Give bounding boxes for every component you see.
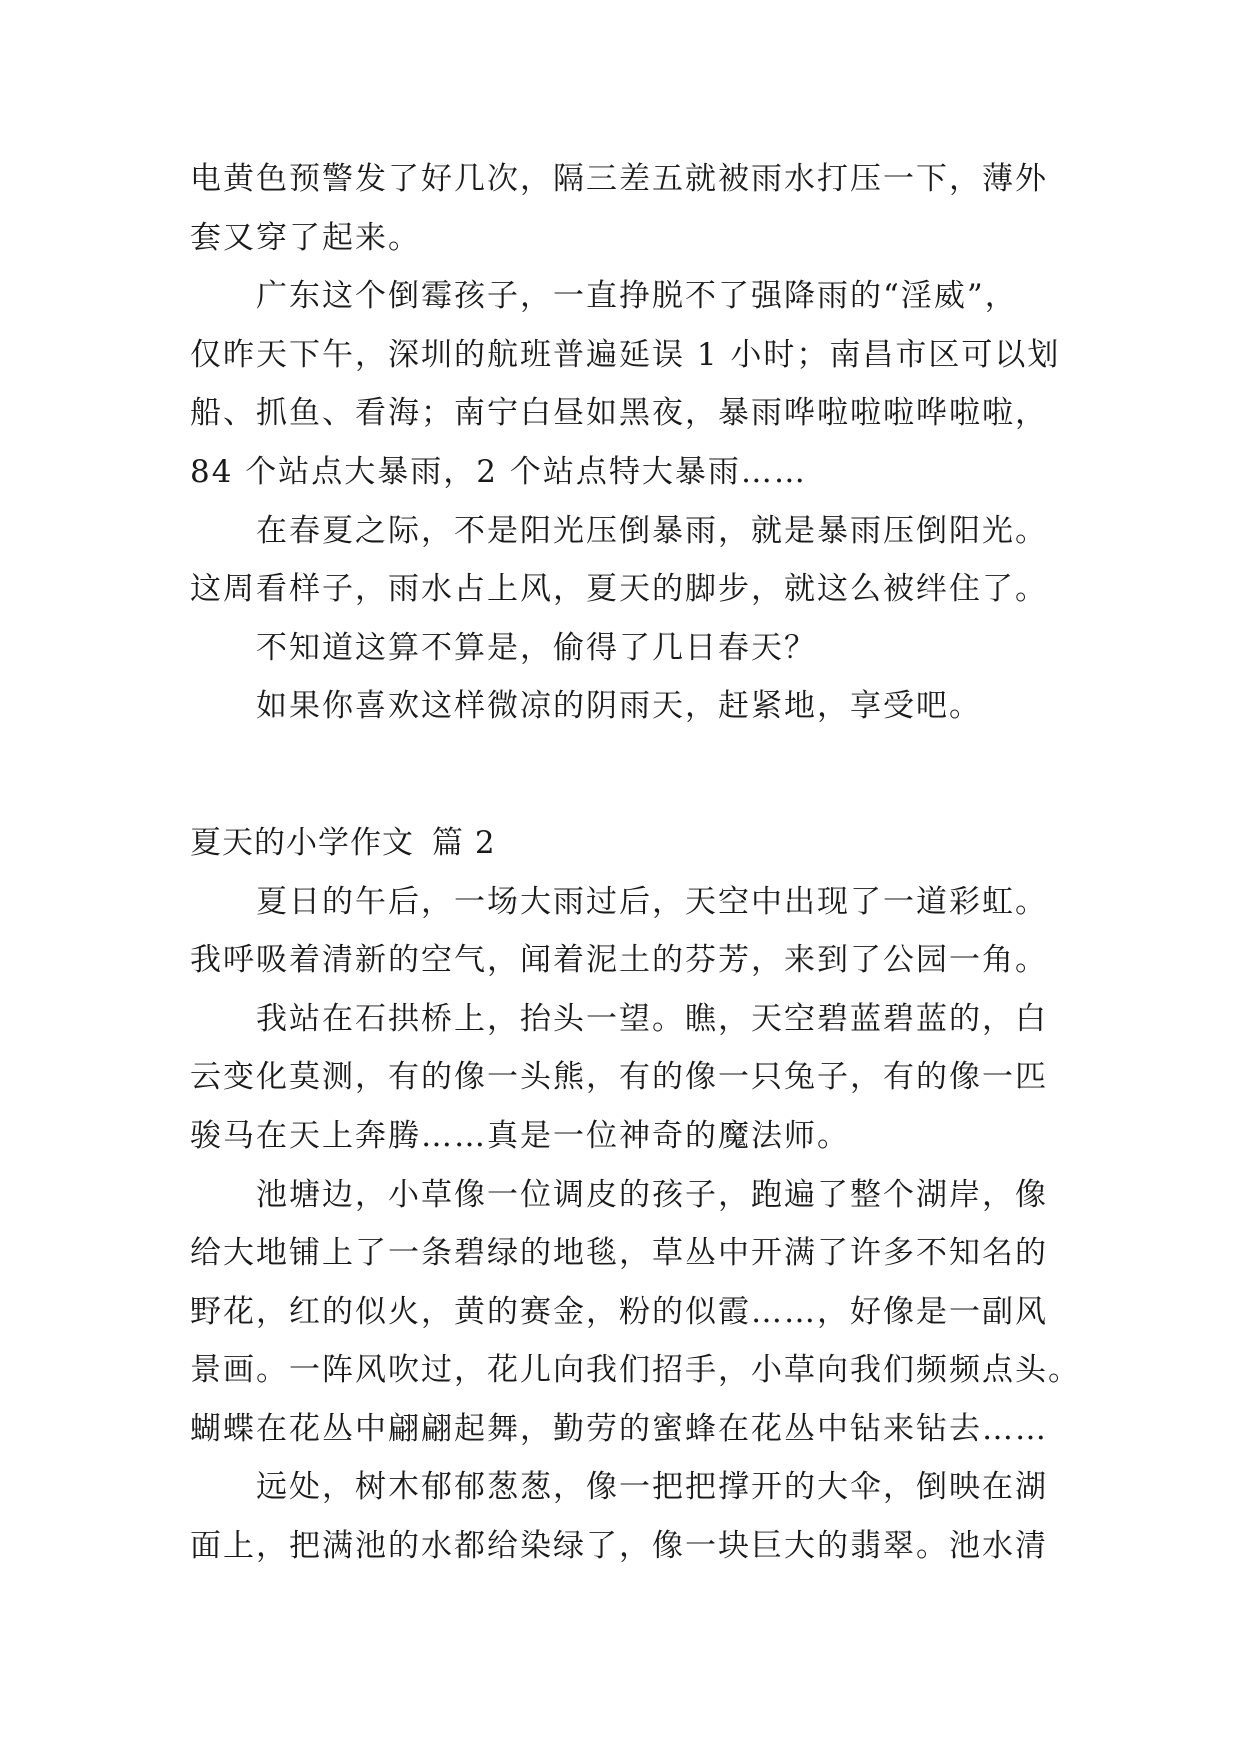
text-line: 我呼吸着清新的空气，闻着泥土的芬芳，来到了公园一角。	[190, 942, 1048, 979]
heading-tag: 篇 2	[432, 824, 496, 861]
text-line: 不知道这算不算是，偷得了几日春天？	[256, 629, 817, 666]
text-line: 蝴蝶在花丛中翩翩起舞，勤劳的蜜蜂在花丛中钻来钻去……	[190, 1410, 1048, 1447]
paragraph-5	[190, 677, 1070, 736]
text-line: 野花，红的似火，黄的赛金，粉的似霞……，好像是一副风	[190, 1293, 1048, 1330]
text-line: 仅昨天下午，深圳的航班普遍延误 1 小时；南昌市区可以划	[190, 336, 1061, 373]
document-page	[190, 150, 1081, 1576]
text-line: 电黄色预警发了好几次，隔三差五就被雨水打压一下，薄外	[190, 161, 1048, 197]
section-gap	[190, 736, 1070, 814]
paragraph-2	[190, 267, 1070, 501]
text-line: 套又穿了起来。	[190, 219, 421, 256]
text-line: 这周看样子，雨水占上风，夏天的脚步，就这么被绊住了。	[190, 571, 1048, 608]
section-heading	[190, 814, 1070, 873]
paragraph-7	[190, 990, 1070, 1166]
text-line: 远处，树木郁郁葱葱，像一把把撑开的大伞，倒映在湖	[256, 1469, 1048, 1506]
text-line: 给大地铺上了一条碧绿的地毯，草丛中开满了许多不知名的	[190, 1235, 1048, 1272]
text-line: 船、抓鱼、看海；南宁白昼如黑夜，暴雨哗啦啦啦哗啦啦，	[190, 395, 1048, 432]
heading-title: 夏天的小学作文	[190, 824, 414, 861]
text-line: 如果你喜欢这样微凉的阴雨天，赶紧地，享受吧。	[256, 688, 982, 725]
text-line: 骏马在天上奔腾……真是一位神奇的魔法师。	[190, 1117, 850, 1154]
paragraph-9	[190, 1458, 1070, 1575]
paragraph-3	[190, 502, 1070, 619]
text-line: 夏日的午后，一场大雨过后，天空中出现了一道彩虹。	[256, 883, 1048, 920]
text-line: 在春夏之际，不是阳光压倒暴雨，就是暴雨压倒阳光。	[256, 512, 1048, 549]
paragraph-4	[190, 619, 1070, 678]
paragraph-1	[190, 150, 1070, 267]
text-line: 池塘边，小草像一位调皮的孩子，跑遍了整个湖岸，像	[256, 1176, 1048, 1213]
text-line: 面上，把满池的水都给染绿了，像一块巨大的翡翠。池水清	[190, 1528, 1048, 1565]
text-line: 景画。一阵风吹过，花儿向我们招手，小草向我们频频点头。	[190, 1352, 1081, 1389]
text-line: 84 个站点大暴雨，2 个站点特大暴雨……	[190, 453, 807, 490]
text-line: 广东这个倒霉孩子，一直挣脱不了强降雨的“淫威”，	[256, 278, 1018, 315]
paragraph-6	[190, 873, 1070, 990]
paragraph-8	[190, 1166, 1081, 1459]
text-line: 云变化莫测，有的像一头熊，有的像一只兔子，有的像一匹	[190, 1059, 1048, 1096]
text-line: 我站在石拱桥上，抬头一望。瞧，天空碧蓝碧蓝的，白	[256, 1000, 1048, 1037]
